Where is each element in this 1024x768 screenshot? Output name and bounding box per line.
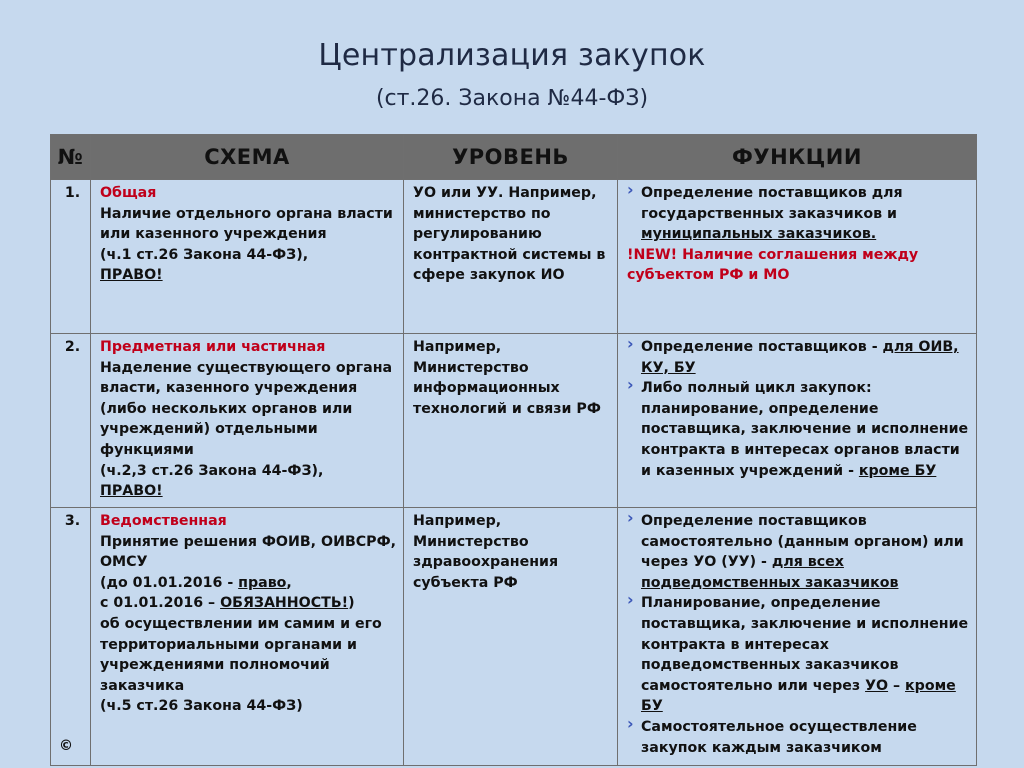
row-number: 1. <box>51 180 91 334</box>
level-cell: УО или УУ. Например, министерство по регулированию контрактной системы в сфере закупок ИО <box>404 180 618 334</box>
functions-cell <box>618 508 977 766</box>
scheme-date-1: (до 01.01.2016 - право, <box>100 574 292 591</box>
row-number: 2. <box>51 334 91 508</box>
scheme-description: Наделение существующего органа власти, казенного учреждения (либо нескольких органов или учреждений) отдельными функциями <box>100 359 393 458</box>
new-note: !NEW! Наличие соглашения между субъектом РФ и МО <box>627 246 919 284</box>
table-header-row <box>51 135 977 180</box>
header-scheme: СХЕМА <box>91 135 404 180</box>
header-functions: ФУНКЦИИ <box>618 135 977 180</box>
scheme-description: Принятие решения ФОИВ, ОИВСРФ, ОМСУ <box>100 533 397 571</box>
function-item: › Определение поставщиков - для ОИВ, КУ, БУ <box>627 337 971 378</box>
slide-title: Централизация закупок <box>318 38 706 73</box>
scheme-reference: (ч.1 ст.26 Закона 44-ФЗ), <box>100 246 309 263</box>
table-row <box>51 180 977 334</box>
scheme-cell <box>91 180 404 334</box>
scheme-type: Общая <box>100 185 157 201</box>
scheme-type: Предметная или частичная <box>100 339 326 355</box>
scheme-cell <box>91 334 404 508</box>
level-cell: Например, Министерство информационных технологий и связи РФ <box>404 334 618 508</box>
table-row <box>51 334 977 508</box>
scheme-right: ПРАВО! <box>100 483 163 500</box>
level-cell: Например, Министерство здравоохранения субъекта РФ <box>404 508 618 766</box>
scheme-date-2: с 01.01.2016 – ОБЯЗАННОСТЬ!) <box>100 595 355 612</box>
function-item: › Определение поставщиков самостоятельно (данным органом) или через УО (УУ) - для всех подведомственных заказчиков <box>627 511 971 593</box>
header-num: № <box>51 135 91 180</box>
header-level: УРОВЕНЬ <box>404 135 618 180</box>
scheme-reference: (ч.2,3 ст.26 Закона 44-ФЗ), <box>100 462 324 479</box>
scheme-cell <box>91 508 404 766</box>
slide-subtitle: (ст.26. Закона №44-ФЗ) <box>375 86 649 111</box>
row-number-cell <box>51 508 91 766</box>
row-number: 3. <box>64 513 81 529</box>
function-item: › Планирование, определение поставщика, заключение и исполнение контракта в интересах подведомственных заказчиков самостоятельно или через УО – кроме БУ <box>627 593 971 717</box>
new-tag: !NEW! <box>627 246 678 263</box>
scheme-description: Наличие отдельного органа власти или казенного учреждения <box>100 205 393 243</box>
copyright-symbol: © <box>59 738 73 755</box>
table-row <box>51 508 977 766</box>
function-item: › Определение поставщиков для государственных заказчиков и муниципальных заказчиков. <box>627 183 971 245</box>
scheme-right: ПРАВО! <box>100 267 163 284</box>
function-item: › Самостоятельное осуществление закупок каждым заказчиком <box>627 717 971 758</box>
scheme-tail: об осуществлении им самим и его территориальными органами и учреждениями полномочий заказчика <box>100 615 382 694</box>
centralization-table <box>50 134 977 766</box>
scheme-type: Ведомственная <box>100 513 227 529</box>
function-item: › Либо полный цикл закупок: планирование, определение поставщика, заключение и исполнение контракта в интересах органов власти и казенных учреждений - кроме БУ <box>627 378 971 481</box>
functions-cell <box>618 180 977 334</box>
functions-cell <box>618 334 977 508</box>
scheme-reference: (ч.5 ст.26 Закона 44-ФЗ) <box>100 698 303 715</box>
